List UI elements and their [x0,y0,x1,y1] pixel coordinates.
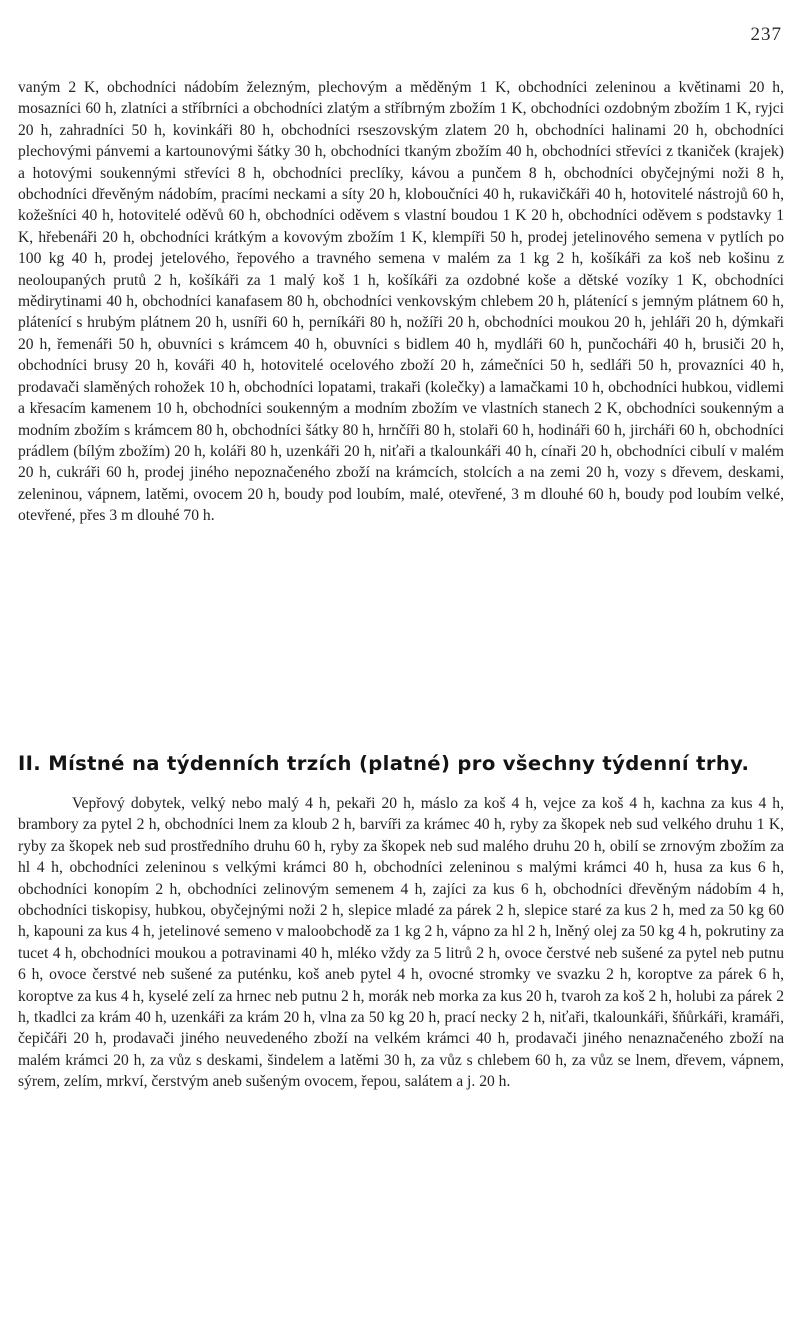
weekly-market-fees-paragraph: Vepřový dobytek, velký nebo malý 4 h, pekaři 20 h, máslo za koš 4 h, vejce za koš 4 h, kachna za kus 4 h, brambory za pytel 2 h, obchodníci lnem za kloub 2 h, barvíři za krámec 40 h, ryby za škopek neb sud velkého druhu 1 K, ryby za škopek neb sud prostředního druhu 60 h, ryby za škopek neb sud malého druhu 20 h, obilí se zrnovým zbožím za hl 4 h, obchodníci zeleninou s velkými krámci 80 h, obchodníci zeleninou s malými krámci 40 h, husa za kus 6 h, obchodníci konopím 2 h, obchodníci zelinovým semenem 4 h, zajíci za kus 6 h, obchodníci dřevěným nádobím 4 h, obchodníci tiskopisy, hubkou, obyčejnými noži 2 h, slepice mladé za párek 2 h, slepice staré za kus 2 h, med za 50 kg 60 h, kapouni za kus 4 h, jetelinové semeno v maloobchodě za 1 kg 2 h, vápno za hl 2 h, lněný olej za 50 kg 4 h, pokrutiny za tucet 4 h, obchodníci moukou a potravinami 40 h, mléko vždy za 5 litrů 2 h, ovoce čerstvé neb sušené za pytel neb putnu 6 h, ovoce čerstvé neb sušené za puténku, koš aneb pytel 4 h, ovocné stromky ve svazku 2 h, koroptve za párek 6 h, koroptve za kus 4 h, kyselé zelí za hrnec neb putnu 2 h, morák neb morka za kus 20 h, tvaroh za koš 2 h, holubi za párek 2 h, tkadlci za krám 40 h, uzenkáři za krám 20 h, vlna za 50 kg 20 h, prací necky 2 h, niťaři, tkalounkáři, šňůrkáři, kramáři, čepičáři 20 h, prodavači jiného neuvedeného zboží na velkém krámci 40 h, prodavači jiného nenaznačeného zboží na malém krámci 20 h, za vůz s deskami, šindelem a latěmi 30 h, za vůz s chlebem 60 h, za vůz se lnem, dřevem, vápnem, sýrem, zelím, mrkví, čerstvým aneb sušeným ovocem, řepou, salátem a j. 20 h. [18,795,784,1091]
section-heading: II. Místné na týdenních trzích (platné) pro všechny týdenní trhy. [18,752,750,775]
fee-list-paragraph: vaným 2 K, obchodníci nádobím železným, plechovým a měděným 1 K, obchodníci zeleninou a květinami 20 h, mosazníci 60 h, zlatníci a stříbrníci a obchodníci zlatým a stříbrným zbožím 1 K, obchodníci ozdobným zbožím 1 K, ryjci 20 h, zahradníci 50 h, kovinkáři 80 h, obchodníci rseszovským zlatem 20 h, obchodníci halinami 20 h, obchodníci plechovými pánvemi a kartounovými šátky 30 h, obchodníci tkaným zbožím 40 h, obchodníci střevíci z tkaniček (krajek) a hotovými soukennými střevíci 8 h, obchodníci preclíky, kávou a punčem 8 h, obchodníci obyčejnými noži 8 h, obchodníci dřevěným nádobím, pracími neckami a síty 20 h, kloboučníci 40 h, rukavičkáři 40 h, hotovitelé nástrojů 60 h, kožešníci 40 h, hotovitelé oděvů 60 h, obchodníci oděvem s vlastní boudou 1 K 20 h, obchodníci oděvem s podstavky 1 K, hřebenáři 20 h, obchodníci krátkým a kovovým zbožím 1 K, klempíři 50 h, prodej jetelinového semena v pytlích po 100 kg 40 h, prodej jetelového, řepového a travného semena v malém za 1 kg 2 h, košíkáři za koš neb košinu z neoloupaných prutů 2 h, košíkáři za 1 malý koš 1 h, košíkáři za ozdobné koše a dětské vozíky 1 K, obchodníci mědirytinami 40 h, obchodníci kanafasem 80 h, obchodníci venkovským chlebem 20 h, plátenící s jemným plátnem 60 h, plátenící s hrubým plátnem 20 h, usníři 60 h, perníkáři 80 h, nožíři 20 h, obchodníci moukou 20 h, jehláři 20 h, dýmkaři 20 h, řemenáři 50 h, obuvníci s krámcem 40 h, obuvníci s bidlem 40 h, mydláři 60 h, punčocháři 40 h, brusiči 20 h, obchodníci brusy 20 h, kováři 40 h, hotovitelé ocelového zboží 20 h, zámečníci 50 h, sedláři 50 h, provazníci 40 h, prodavači slaměných rohožek 10 h, obchodníci lopatami, trakaři (kolečky) a lamačkami 10 h, obchodníci hubkou, vidlemi a křesacím kamenem 10 h, obchodníci soukenným a modním zbožím ve vlastních stanech 2 K, obchodníci soukenným a modním zbožím s krámcem 80 h, obchodníci šátky 80 h, hrnčíři 80 h, stolaři 60 h, hodináři 60 h, jircháři 60 h, obchodníci prádlem (bílým zbožím) 20 h, koláři 80 h, uzenkáři 20 h, niťaři a tkalounkáři 40 h, cínaři 20 h, obchodníci cibulí v malém 20 h, cukráři 60 h, prodej jiného nepoznačeného zboží na krámcích, stolcích a na zemi 20 h, vozy s dřevem, deskami, zeleninou, vápnem, latěmi, ovocem 20 h, boudy pod loubím, malé, otevřené, 3 m dlouhé 60 h, boudy pod loubím velké, otevřené, přes 3 m dlouhé 70 h. [18,79,784,525]
page-number: 237 [750,24,782,45]
